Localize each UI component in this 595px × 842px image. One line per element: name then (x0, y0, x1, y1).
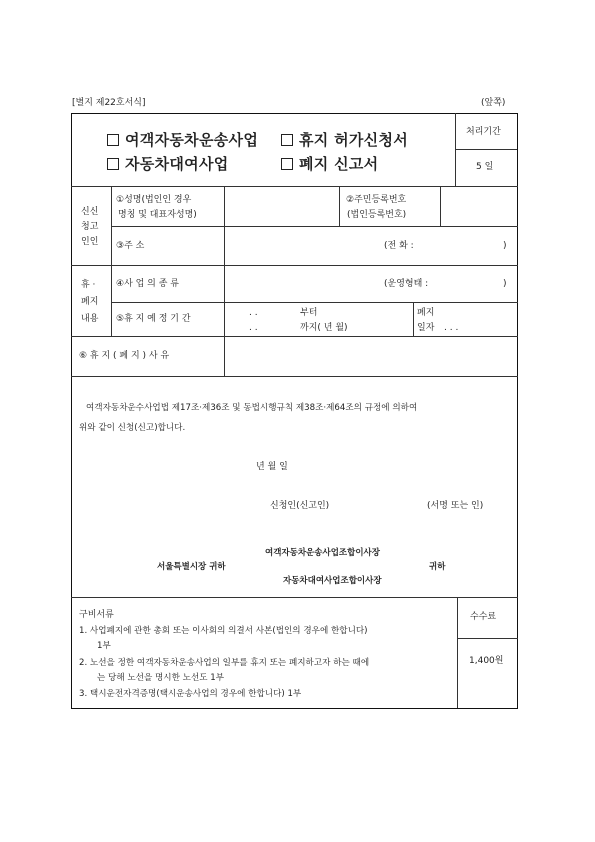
document-item-3: 3. 택시운전자격증명(택시운송사업의 경우에 한합니다) 1부 (79, 689, 302, 699)
period-start-date[interactable]: . . (249, 308, 258, 318)
option-label: 폐지 신고서 (299, 155, 379, 173)
form-id: [별지 제22호서식] (72, 98, 146, 108)
applicant-section-label-3: 인인 (81, 237, 99, 247)
period-to-label: 까지( 년 월) (300, 323, 348, 333)
applicant-signature-label: 신청인(신고인) (270, 501, 330, 511)
phone-close: ) (503, 241, 507, 251)
option-label: 자동차대여사업 (125, 155, 229, 173)
statement-line-2: 위와 같이 신청(신고)합니다. (79, 423, 186, 433)
page-side: (앞쪽) (481, 98, 506, 108)
processing-period-label: 처리기간 (466, 127, 501, 137)
option-label: 여객자동차운송사업 (125, 131, 259, 149)
closure-date-field[interactable]: . . . (444, 323, 459, 333)
title-option-rental (107, 157, 229, 172)
checkbox[interactable] (107, 134, 119, 146)
document-item-2-cont: 는 당해 노선을 명시한 노선도 1부 (97, 673, 225, 683)
period-from-label: 부터 (300, 308, 318, 318)
applicant-section-label-1: 신신 (81, 207, 99, 217)
reason-label: ⑥ 휴 지 ( 폐 지 ) 사 유 (79, 351, 170, 361)
checkbox[interactable] (281, 134, 293, 146)
fee-label: 수수료 (470, 612, 497, 622)
document-item-1: 1. 사업폐지에 관한 총회 또는 이사회의 의결서 사본(법인의 경우에 한합니다) (79, 626, 368, 636)
title-option-transport (107, 133, 258, 148)
documents-label: 구비서류 (79, 610, 114, 620)
checkbox[interactable] (281, 158, 293, 170)
business-type-label: ④사 업 의 종 류 (116, 279, 179, 289)
addressee-rental-union: 자동차대여사업조합이사장 (283, 576, 382, 586)
name-label-line2: 명칭 및 대표자성명) (118, 210, 197, 220)
reg-number-label-line2: (법인등록번호) (347, 210, 407, 220)
operation-type-close: ) (503, 279, 507, 289)
name-field[interactable] (226, 188, 338, 224)
closure-section-label-3: 내용 (81, 314, 99, 324)
addressee-mayor: 서울특별시장 귀하 (157, 562, 226, 572)
phone-label: (전 화 : (384, 241, 414, 251)
statement-date[interactable]: 년 월 일 (256, 462, 288, 472)
suspension-period-label: ⑤휴 지 예 정 기 간 (116, 314, 191, 324)
processing-period-value: 5 일 (476, 162, 494, 172)
addressee-transport-union: 여객자동차운송사업조합이사장 (265, 548, 380, 558)
document-item-1-cont: 1부 (97, 641, 111, 651)
title-option-suspension (281, 133, 408, 148)
reg-number-label-line1: ②주민등록번호 (346, 195, 407, 205)
closure-section-label-1: 휴 · (81, 280, 96, 290)
addressee-gwiha: 귀하 (429, 562, 446, 572)
closure-date-label-2: 일자 (417, 323, 435, 333)
name-label-line1: ①성명(법인인 경우 (116, 195, 192, 205)
statement-line-1: 여객자동차운수사업법 제17조·제36조 및 동법시행규칙 제38조·제64조의 규정에 의하여 (86, 403, 418, 413)
signature-field[interactable]: (서명 또는 인) (427, 501, 484, 511)
checkbox[interactable] (107, 158, 119, 170)
reg-number-field[interactable] (442, 188, 516, 224)
closure-date-label-1: 폐지 (417, 308, 435, 318)
business-type-field[interactable] (226, 267, 376, 300)
reason-field[interactable] (226, 338, 516, 374)
fee-value: 1,400원 (469, 656, 504, 666)
address-field[interactable] (226, 228, 376, 264)
operation-type-label: (운영형태 : (384, 279, 429, 289)
document-item-2: 2. 노선을 정한 여객자동차운송사업의 일부를 휴지 또는 폐지하고자 하는 때에 (79, 658, 370, 668)
closure-section-label-2: 폐지 (81, 297, 99, 307)
applicant-section-label-2: 청고 (81, 222, 99, 232)
period-end-date[interactable]: . . (249, 323, 258, 333)
option-label: 휴지 허가신청서 (299, 131, 409, 149)
title-option-closure (281, 157, 378, 172)
address-label: ③주 소 (116, 241, 145, 251)
